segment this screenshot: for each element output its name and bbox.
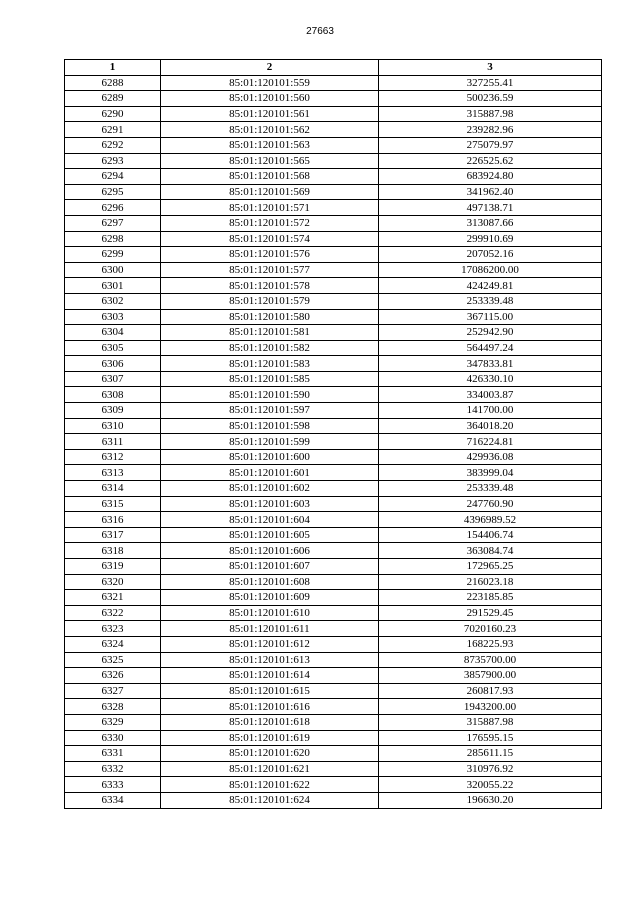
table-row [65,730,602,746]
table-row [65,293,602,309]
cadastral-number-cell: 85:01:120101:599 [161,434,379,450]
row-number-cell: 6329 [65,714,161,730]
value-cell: 315887.98 [379,714,602,730]
value-cell: 168225.93 [379,636,602,652]
table-row [65,387,602,403]
value-cell: 363084.74 [379,543,602,559]
row-number-cell: 6288 [65,75,161,91]
row-number-cell: 6321 [65,590,161,606]
row-number-cell: 6303 [65,309,161,325]
table-row [65,543,602,559]
row-number-cell: 6332 [65,761,161,777]
table-row [65,75,602,91]
table-row [65,356,602,372]
table-row [65,465,602,481]
cadastral-number-cell: 85:01:120101:574 [161,231,379,247]
row-number-cell: 6315 [65,496,161,512]
value-cell: 320055.22 [379,777,602,793]
table-row [65,434,602,450]
row-number-cell: 6320 [65,574,161,590]
cadastral-number-cell: 85:01:120101:600 [161,449,379,465]
cadastral-number-cell: 85:01:120101:605 [161,527,379,543]
value-cell: 196630.20 [379,792,602,808]
cadastral-number-cell: 85:01:120101:618 [161,714,379,730]
cadastral-number-cell: 85:01:120101:585 [161,371,379,387]
table-row [65,231,602,247]
cadastral-number-cell: 85:01:120101:622 [161,777,379,793]
cadastral-number-cell: 85:01:120101:606 [161,543,379,559]
cadastral-number-cell: 85:01:120101:565 [161,153,379,169]
table-row [65,325,602,341]
row-number-cell: 6316 [65,512,161,528]
value-cell: 223185.85 [379,590,602,606]
value-cell: 429936.08 [379,449,602,465]
value-cell: 253339.48 [379,293,602,309]
value-cell: 716224.81 [379,434,602,450]
value-cell: 252942.90 [379,325,602,341]
table-row [65,746,602,762]
row-number-cell: 6311 [65,434,161,450]
value-cell: 683924.80 [379,169,602,185]
cadastral-number-cell: 85:01:120101:583 [161,356,379,372]
cadastral-number-cell: 85:01:120101:563 [161,137,379,153]
value-cell: 7020160.23 [379,621,602,637]
cadastral-number-cell: 85:01:120101:604 [161,512,379,528]
cadastral-number-cell: 85:01:120101:624 [161,792,379,808]
table-row [65,699,602,715]
cadastral-number-cell: 85:01:120101:598 [161,418,379,434]
table-row [65,761,602,777]
value-cell: 3857900.00 [379,668,602,684]
cadastral-number-cell: 85:01:120101:620 [161,746,379,762]
page-number: 27663 [306,26,334,37]
row-number-cell: 6308 [65,387,161,403]
table-row [65,683,602,699]
row-number-cell: 6291 [65,122,161,138]
row-number-cell: 6305 [65,340,161,356]
value-cell: 310976.92 [379,761,602,777]
cadastral-number-cell: 85:01:120101:581 [161,325,379,341]
row-number-cell: 6298 [65,231,161,247]
value-cell: 141700.00 [379,403,602,419]
column-header-2: 2 [161,60,379,76]
cadastral-number-cell: 85:01:120101:621 [161,761,379,777]
table-row [65,621,602,637]
cadastral-number-cell: 85:01:120101:590 [161,387,379,403]
row-number-cell: 6325 [65,652,161,668]
value-cell: 239282.96 [379,122,602,138]
value-cell: 176595.15 [379,730,602,746]
cadastral-number-cell: 85:01:120101:582 [161,340,379,356]
column-header-3: 3 [379,60,602,76]
cadastral-number-cell: 85:01:120101:614 [161,668,379,684]
row-number-cell: 6310 [65,418,161,434]
value-cell: 426330.10 [379,371,602,387]
value-cell: 313087.66 [379,215,602,231]
table-row [65,137,602,153]
cadastral-number-cell: 85:01:120101:561 [161,106,379,122]
table-row [65,481,602,497]
row-number-cell: 6295 [65,184,161,200]
cadastral-number-cell: 85:01:120101:576 [161,247,379,263]
table-row [65,403,602,419]
table-row [65,636,602,652]
value-cell: 334003.87 [379,387,602,403]
cadastral-number-cell: 85:01:120101:615 [161,683,379,699]
row-number-cell: 6293 [65,153,161,169]
table-row [65,590,602,606]
value-cell: 8735700.00 [379,652,602,668]
value-cell: 315887.98 [379,106,602,122]
row-number-cell: 6301 [65,278,161,294]
cadastral-number-cell: 85:01:120101:603 [161,496,379,512]
data-table [64,59,602,809]
value-cell: 424249.81 [379,278,602,294]
row-number-cell: 6322 [65,605,161,621]
row-number-cell: 6304 [65,325,161,341]
table-row [65,215,602,231]
row-number-cell: 6312 [65,449,161,465]
value-cell: 207052.16 [379,247,602,263]
table-row [65,122,602,138]
value-cell: 341962.40 [379,184,602,200]
column-header-1: 1 [65,60,161,76]
value-cell: 275079.97 [379,137,602,153]
table-row [65,714,602,730]
value-cell: 500236.59 [379,91,602,107]
value-cell: 253339.48 [379,481,602,497]
cadastral-number-cell: 85:01:120101:608 [161,574,379,590]
table-row [65,668,602,684]
cadastral-number-cell: 85:01:120101:569 [161,184,379,200]
cadastral-number-cell: 85:01:120101:559 [161,75,379,91]
value-cell: 226525.62 [379,153,602,169]
value-cell: 216023.18 [379,574,602,590]
row-number-cell: 6318 [65,543,161,559]
table-row [65,184,602,200]
table-row [65,371,602,387]
row-number-cell: 6326 [65,668,161,684]
row-number-cell: 6313 [65,465,161,481]
table-row [65,309,602,325]
value-cell: 247760.90 [379,496,602,512]
row-number-cell: 6289 [65,91,161,107]
value-cell: 383999.04 [379,465,602,481]
value-cell: 564497.24 [379,340,602,356]
row-number-cell: 6314 [65,481,161,497]
table-row [65,418,602,434]
row-number-cell: 6296 [65,200,161,216]
row-number-cell: 6300 [65,262,161,278]
cadastral-number-cell: 85:01:120101:560 [161,91,379,107]
table-row [65,574,602,590]
value-cell: 260817.93 [379,683,602,699]
cadastral-number-cell: 85:01:120101:597 [161,403,379,419]
table-row [65,449,602,465]
row-number-cell: 6299 [65,247,161,263]
row-number-cell: 6297 [65,215,161,231]
cadastral-number-cell: 85:01:120101:572 [161,215,379,231]
cadastral-number-cell: 85:01:120101:571 [161,200,379,216]
value-cell: 497138.71 [379,200,602,216]
value-cell: 1943200.00 [379,699,602,715]
cadastral-number-cell: 85:01:120101:613 [161,652,379,668]
cadastral-number-cell: 85:01:120101:601 [161,465,379,481]
table-row [65,262,602,278]
row-number-cell: 6333 [65,777,161,793]
table-row [65,200,602,216]
value-cell: 154406.74 [379,527,602,543]
table-row [65,340,602,356]
table-row [65,605,602,621]
row-number-cell: 6324 [65,636,161,652]
header-row [65,60,602,76]
cadastral-number-cell: 85:01:120101:607 [161,559,379,575]
cadastral-number-cell: 85:01:120101:619 [161,730,379,746]
table-row [65,106,602,122]
row-number-cell: 6317 [65,527,161,543]
row-number-cell: 6328 [65,699,161,715]
row-number-cell: 6319 [65,559,161,575]
value-cell: 172965.25 [379,559,602,575]
row-number-cell: 6323 [65,621,161,637]
table-row [65,792,602,808]
table-row [65,527,602,543]
value-cell: 367115.00 [379,309,602,325]
value-cell: 285611.15 [379,746,602,762]
cadastral-number-cell: 85:01:120101:568 [161,169,379,185]
cadastral-number-cell: 85:01:120101:602 [161,481,379,497]
cadastral-number-cell: 85:01:120101:578 [161,278,379,294]
table-row [65,496,602,512]
row-number-cell: 6307 [65,371,161,387]
table-header [65,60,602,76]
cadastral-number-cell: 85:01:120101:609 [161,590,379,606]
table-row [65,777,602,793]
row-number-cell: 6309 [65,403,161,419]
cadastral-number-cell: 85:01:120101:580 [161,309,379,325]
row-number-cell: 6331 [65,746,161,762]
table-row [65,169,602,185]
table-row [65,512,602,528]
table-row [65,153,602,169]
table-row [65,247,602,263]
value-cell: 347833.81 [379,356,602,372]
cadastral-number-cell: 85:01:120101:579 [161,293,379,309]
row-number-cell: 6294 [65,169,161,185]
cadastral-number-cell: 85:01:120101:616 [161,699,379,715]
row-number-cell: 6327 [65,683,161,699]
table-row [65,91,602,107]
table-row [65,652,602,668]
value-cell: 17086200.00 [379,262,602,278]
row-number-cell: 6292 [65,137,161,153]
cadastral-number-cell: 85:01:120101:611 [161,621,379,637]
row-number-cell: 6334 [65,792,161,808]
value-cell: 299910.69 [379,231,602,247]
table-row [65,278,602,294]
row-number-cell: 6306 [65,356,161,372]
table-row [65,559,602,575]
cadastral-number-cell: 85:01:120101:562 [161,122,379,138]
row-number-cell: 6330 [65,730,161,746]
cadastral-number-cell: 85:01:120101:577 [161,262,379,278]
value-cell: 291529.45 [379,605,602,621]
value-cell: 327255.41 [379,75,602,91]
table-body [65,75,602,808]
value-cell: 4396989.52 [379,512,602,528]
cadastral-number-cell: 85:01:120101:612 [161,636,379,652]
value-cell: 364018.20 [379,418,602,434]
row-number-cell: 6290 [65,106,161,122]
cadastral-number-cell: 85:01:120101:610 [161,605,379,621]
row-number-cell: 6302 [65,293,161,309]
